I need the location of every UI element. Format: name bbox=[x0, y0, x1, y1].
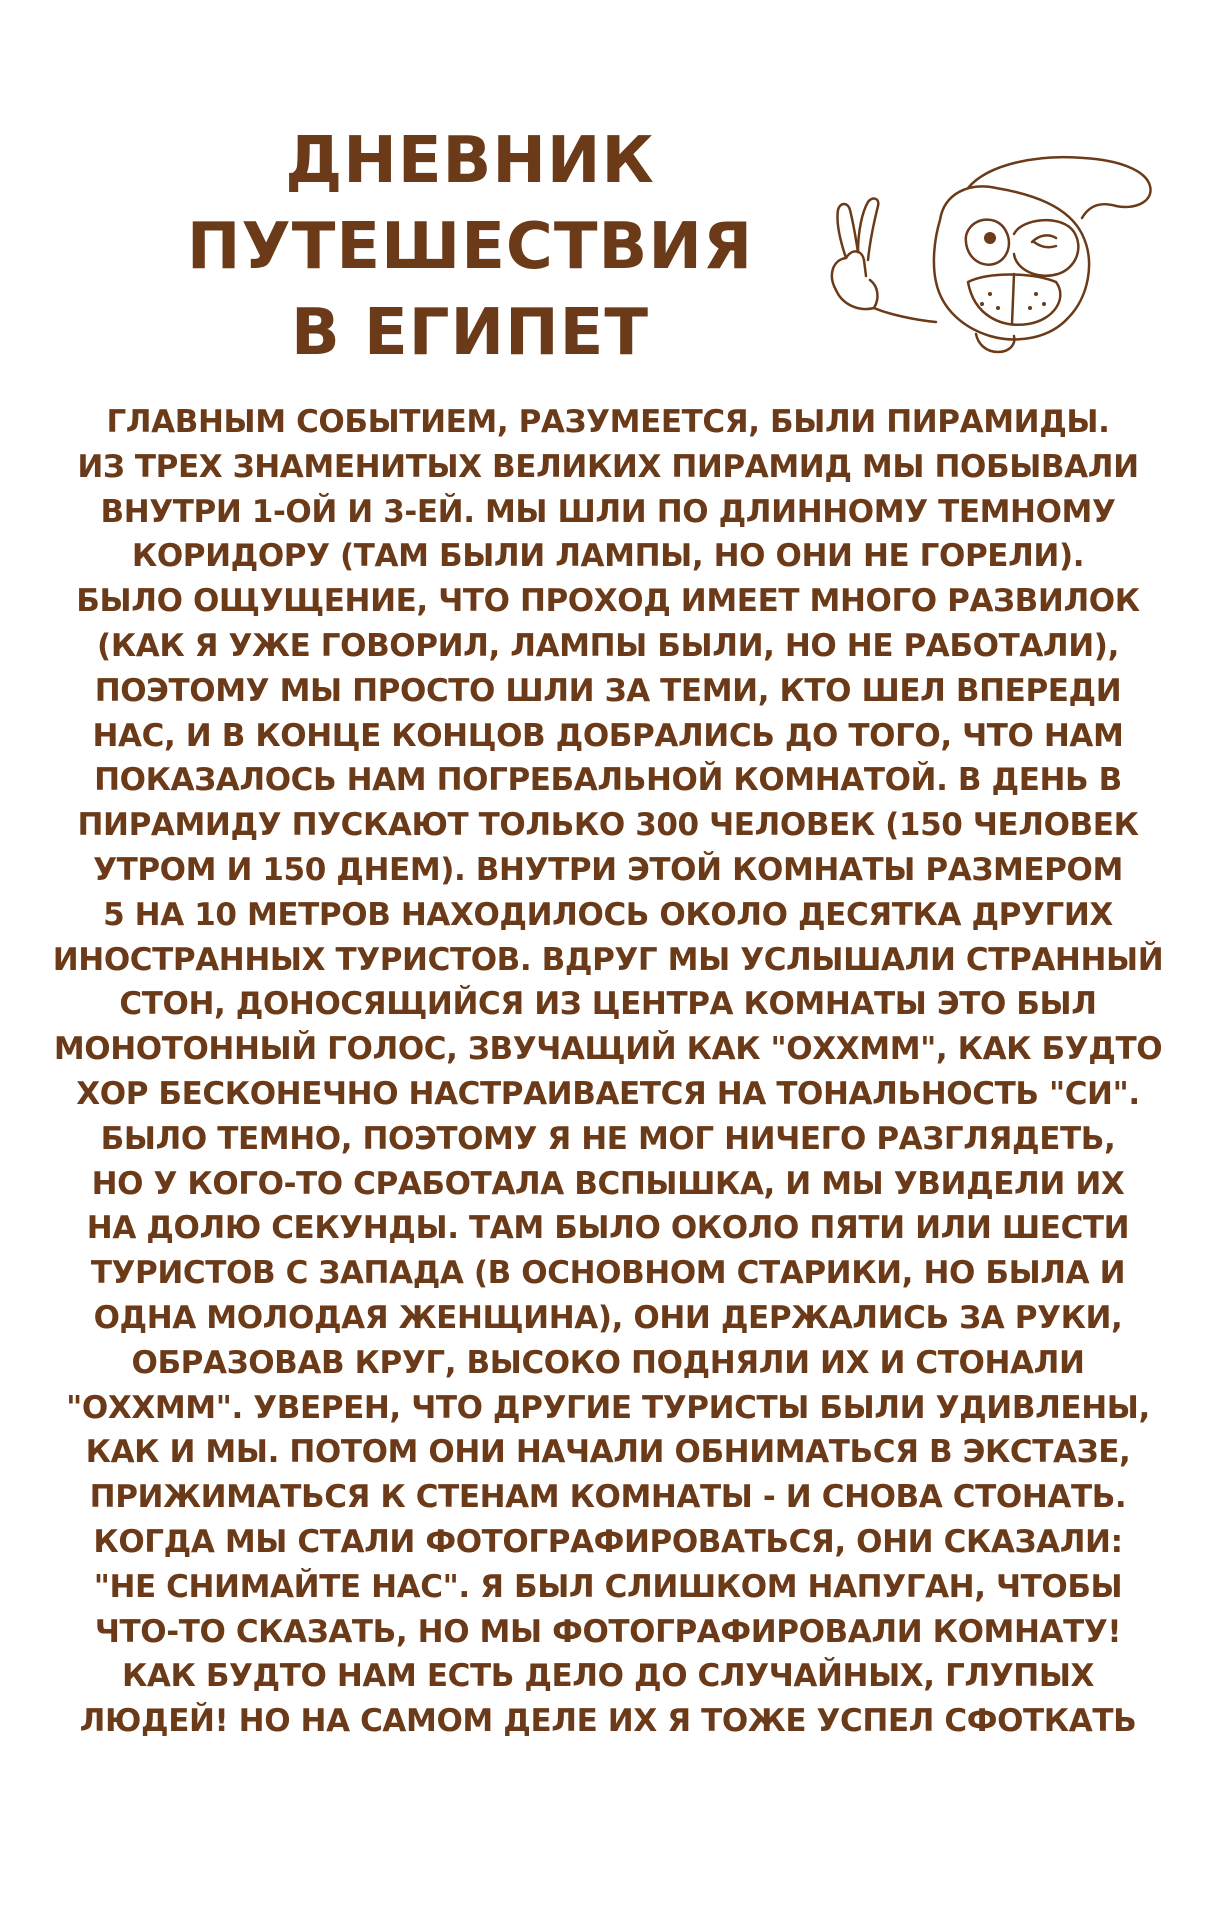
text-line: ПОЭТОМУ МЫ ПРОСТО ШЛИ ЗА ТЕМИ, КТО ШЕЛ ВПЕРЕДИ bbox=[94, 672, 1122, 709]
text-line: БЫЛО ТЕМНО, ПОЭТОМУ Я НЕ МОГ НИЧЕГО РАЗГЛЯДЕТЬ, bbox=[100, 1120, 1116, 1157]
text-line: "НЕ СНИМАЙТЕ НАС". Я БЫЛ СЛИШКОМ НАПУГАН, ЧТОБЫ bbox=[93, 1568, 1123, 1605]
text-line: НАС, И В КОНЦЕ КОНЦОВ ДОБРАЛИСЬ ДО ТОГО, ЧТО НАМ bbox=[92, 717, 1124, 754]
text-line: "ОХХММ". УВЕРЕН, ЧТО ДРУГИЕ ТУРИСТЫ БЫЛИ УДИВЛЕНЫ, bbox=[66, 1389, 1150, 1426]
text-line: БЫЛО ОЩУЩЕНИЕ, ЧТО ПРОХОД ИМЕЕТ МНОГО РАЗВИЛОК bbox=[76, 583, 1140, 620]
text-line: ЧТО-ТО СКАЗАТЬ, НО МЫ ФОТОГРАФИРОВАЛИ КОМНАТУ! bbox=[94, 1613, 1122, 1650]
text-line: ЛЮДЕЙ! НО НА САМОМ ДЕЛЕ ИХ Я ТОЖЕ УСПЕЛ СФОТКАТЬ bbox=[79, 1703, 1137, 1740]
text-line: ОБРАЗОВАВ КРУГ, ВЫСОКО ПОДНЯЛИ ИХ И СТОНАЛИ bbox=[131, 1344, 1085, 1381]
text-line: ТУРИСТОВ С ЗАПАДА (В ОСНОВНОМ СТАРИКИ, НО БЫЛА И bbox=[90, 1255, 1126, 1292]
text-line: СТОН, ДОНОСЯЩИЙСЯ ИЗ ЦЕНТРА КОМНАТЫ ЭТО БЫЛ bbox=[119, 986, 1097, 1023]
text-line: ОДНА МОЛОДАЯ ЖЕНЩИНА), ОНИ ДЕРЖАЛИСЬ ЗА РУКИ, bbox=[93, 1299, 1123, 1336]
text-line: ПОКАЗАЛОСЬ НАМ ПОГРЕБАЛЬНОЙ КОМНАТОЙ. В ДЕНЬ В bbox=[94, 762, 1122, 799]
title-line: ДНЕВНИК bbox=[285, 124, 655, 198]
text-line: (КАК Я УЖЕ ГОВОРИЛ, ЛАМПЫ БЫЛИ, НО НЕ РАБОТАЛИ), bbox=[97, 627, 1119, 664]
diary-text bbox=[34, 400, 1182, 1744]
text-line: КАК БУДТО НАМ ЕСТЬ ДЕЛО ДО СЛУЧАЙНЫХ, ГЛУПЫХ bbox=[121, 1658, 1095, 1695]
text-line: ПРИЖИМАТЬСЯ К СТЕНАМ КОМНАТЫ - И СНОВА СТОНАТЬ. bbox=[89, 1479, 1127, 1516]
title-line: В ЕГИПЕТ bbox=[290, 296, 650, 370]
text-line: ИНОСТРАННЫХ ТУРИСТОВ. ВДРУГ МЫ УСЛЫШАЛИ СТРАННЫЙ bbox=[52, 941, 1164, 978]
dog-doodle-peace-sign-icon bbox=[818, 148, 1158, 358]
text-line: НО У КОГО-ТО СРАБОТАЛА ВСПЫШКА, И МЫ УВИДЕЛИ ИХ bbox=[91, 1165, 1125, 1202]
text-line: КОГДА МЫ СТАЛИ ФОТОГРАФИРОВАТЬСЯ, ОНИ СКАЗАЛИ: bbox=[93, 1523, 1123, 1560]
page-title bbox=[150, 118, 790, 376]
text-line: ИЗ ТРЕХ ЗНАМЕНИТЫХ ВЕЛИКИХ ПИРАМИД МЫ ПОБЫВАЛИ bbox=[77, 448, 1139, 485]
text-line: НА ДОЛЮ СЕКУНДЫ. ТАМ БЫЛО ОКОЛО ПЯТИ ИЛИ ШЕСТИ bbox=[86, 1210, 1130, 1247]
text-line: 5 НА 10 МЕТРОВ НАХОДИЛОСЬ ОКОЛО ДЕСЯТКА ДРУГИХ bbox=[103, 896, 1113, 933]
text-line: ГЛАВНЫМ СОБЫТИЕМ, РАЗУМЕЕТСЯ, БЫЛИ ПИРАМИДЫ. bbox=[106, 404, 1110, 440]
text-line: МОНОТОННЫЙ ГОЛОС, ЗВУЧАЩИЙ КАК "ОХХММ", КАК БУДТО bbox=[53, 1031, 1163, 1068]
text-line: УТРОМ И 150 ДНЕМ). ВНУТРИ ЭТОЙ КОМНАТЫ РАЗМЕРОМ bbox=[93, 851, 1123, 888]
text-line: КОРИДОРУ (ТАМ БЫЛИ ЛАМПЫ, НО ОНИ НЕ ГОРЕЛИ). bbox=[131, 538, 1085, 575]
title-line: ПУТЕШЕСТВИЯ bbox=[186, 210, 754, 284]
text-line: ХОР БЕСКОНЕЧНО НАСТРАИВАЕТСЯ НА ТОНАЛЬНОСТЬ "СИ". bbox=[76, 1075, 1140, 1112]
text-line: ВНУТРИ 1-ОЙ И 3-ЕЙ. МЫ ШЛИ ПО ДЛИННОМУ ТЕМНОМУ bbox=[100, 493, 1116, 530]
text-line: ПИРАМИДУ ПУСКАЮТ ТОЛЬКО 300 ЧЕЛОВЕК (150 ЧЕЛОВЕК bbox=[77, 807, 1139, 844]
text-line: КАК И МЫ. ПОТОМ ОНИ НАЧАЛИ ОБНИМАТЬСЯ В ЭКСТАЗЕ, bbox=[85, 1434, 1131, 1471]
